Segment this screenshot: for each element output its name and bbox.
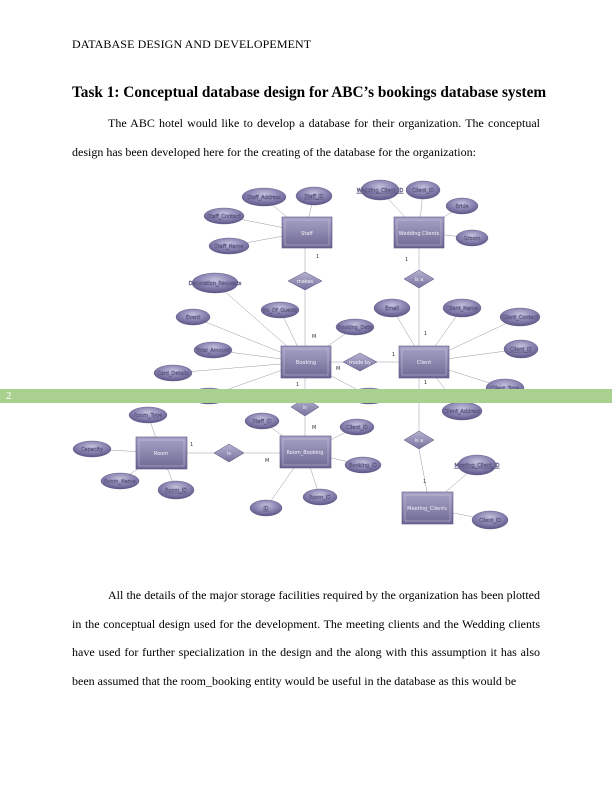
cardinality-madeby-booking: M [336, 366, 341, 372]
svg-text:Booking_ID: Booking_ID [348, 463, 378, 469]
svg-text:Event: Event [185, 315, 201, 321]
page-number-band [0, 389, 612, 403]
relationship-label: is a [414, 438, 424, 444]
cardinality-madeby-client: 1 [392, 352, 396, 358]
attr-room-booking-client-id [340, 419, 374, 435]
attr-client-id [504, 340, 538, 358]
attr-wedding-client-id [357, 180, 404, 200]
entity-label: Meeting_Clients [407, 506, 447, 512]
attr-wedding-client-client-id [406, 181, 440, 199]
svg-text:Capacity: Capacity [81, 447, 103, 453]
attr-booking-date [336, 319, 374, 335]
svg-text:Staff_ID: Staff_ID [252, 419, 272, 425]
cardinality-in-booking: 1 [296, 382, 300, 388]
attr-bride [446, 198, 478, 214]
entity-room [136, 437, 187, 469]
attr-email [374, 299, 410, 317]
page-number: 2 [6, 390, 12, 402]
task-heading: Task 1: Conceptual database design for ABC’s bookings database system [72, 84, 547, 101]
svg-text:Decoration_Requests: Decoration_Requests [188, 281, 242, 287]
relationship-label: in [302, 405, 308, 411]
cardinality-in-roombooking: M [312, 425, 317, 431]
relationship-made-by [343, 353, 377, 371]
entity-label: Staff [301, 231, 313, 237]
entity-label: Room [153, 451, 169, 457]
cardinality-makes-staff: 1 [316, 254, 320, 260]
svg-text:Groom: Groom [463, 236, 481, 242]
svg-text:Staff_Contact: Staff_Contact [207, 214, 241, 220]
svg-text:Room_ID: Room_ID [308, 495, 332, 501]
attr-card-details [154, 365, 192, 381]
cardinality-is-room: 1 [190, 442, 194, 448]
entity-staff [282, 217, 332, 248]
attr-staff-name [209, 238, 249, 254]
attr-room-name [101, 473, 139, 489]
attr-staff-id [296, 187, 332, 205]
entity-meeting-clients [402, 492, 453, 524]
svg-text:Staff_Name: Staff_Name [214, 244, 244, 250]
relationship-isa-wedding [404, 270, 434, 288]
relationship-is [214, 444, 244, 462]
relationship-label: made by [349, 360, 371, 366]
attr-client-name [443, 299, 481, 317]
attr-staff-address [242, 188, 286, 206]
relationship-label: makes [296, 279, 314, 285]
relationship-isa-meeting [404, 431, 434, 449]
svg-text:ID: ID [263, 506, 269, 512]
attr-room-booking-room-id [303, 489, 337, 505]
svg-text:Client_Contact: Client_Contact [501, 315, 539, 321]
svg-text:Client_ID: Client_ID [345, 425, 369, 431]
svg-text:Card_Details: Card_Details [157, 371, 189, 377]
intro-paragraph: The ABC hotel would like to develop a database for their organization. The conceptual design has been developed here for the creating of the database for the organization: [72, 116, 540, 159]
attr-staff-contact [204, 208, 244, 224]
svg-text:Room_Type: Room_Type [133, 413, 163, 419]
svg-text:Client_ID: Client_ID [478, 518, 502, 524]
relationship-label: is a [414, 277, 424, 283]
cardinality-isa-meeting: 1 [423, 479, 427, 485]
cardinality-is-roombooking: M [265, 458, 270, 464]
attr-groom [456, 230, 488, 246]
svg-text:Client_Address: Client_Address [443, 409, 481, 415]
svg-text:Client_Name: Client_Name [446, 306, 478, 312]
entity-label: Client [416, 360, 432, 366]
attr-meeting-client-id [455, 455, 500, 475]
attr-capacity [73, 441, 111, 457]
svg-text:Room_ID: Room_ID [164, 488, 188, 494]
svg-text:Client_ID: Client_ID [509, 347, 533, 353]
svg-text:Staff_Address: Staff_Address [246, 195, 282, 201]
attr-total-amount [194, 342, 232, 358]
svg-text:Email: Email [385, 306, 399, 312]
entity-booking [281, 346, 331, 378]
attr-meeting-client-client-id [472, 511, 508, 529]
attr-room-booking-staff-id [245, 413, 279, 429]
svg-text:Client_ID: Client_ID [411, 188, 435, 194]
entity-label: Wedding Clients [398, 231, 440, 237]
cardinality-isa-client2: 1 [424, 380, 428, 386]
attr-client-address [442, 402, 482, 420]
attr-room-type [129, 407, 167, 423]
svg-text:Meeting_Client_ID: Meeting_Client_ID [454, 463, 500, 469]
relationship-makes [288, 272, 322, 290]
svg-text:Room_Name: Room_Name [104, 479, 136, 485]
cardinality-isa-wedding: 1 [405, 257, 409, 263]
svg-text:Staff_ID: Staff_ID [304, 194, 324, 200]
entity-label: Booking [295, 360, 317, 366]
cardinality-makes-booking: M [312, 334, 317, 340]
svg-text:Booking_Date: Booking_Date [337, 325, 373, 331]
svg-text:Wedding_Client_ID: Wedding_Client_ID [356, 188, 404, 194]
relationship-label: is [227, 451, 231, 457]
attr-room-id [158, 481, 194, 499]
svg-text:Bride: Bride [455, 204, 469, 210]
attr-event [176, 309, 210, 325]
entity-room-booking [280, 436, 331, 468]
cardinality-isa-client: 1 [424, 331, 428, 337]
attr-room-booking-id [250, 500, 282, 516]
svg-text:Total_Amount: Total_Amount [196, 348, 230, 354]
entity-wedding-clients [394, 217, 444, 248]
entity-client [399, 346, 449, 378]
attr-room-booking-booking-id [345, 457, 381, 473]
attr-decoration-requests [189, 273, 242, 293]
running-header: DATABASE DESIGN AND DEVELOPEMENT [72, 37, 312, 51]
attr-no-of-guests [261, 302, 299, 318]
body-paragraph: All the details of the major storage facilities required by the organization has been plotted in the conceptual design used for the development. The meeting clients and the Wedding clients have used for further specialization in the design and the along with this assumption it has also been assumed that the room_booking entity would be useful in the database as this would be [72, 588, 540, 688]
svg-text:No_Of_Guests: No_Of_Guests [262, 308, 298, 314]
entity-label: Room_Booking [286, 450, 324, 456]
attr-client-contact [500, 308, 540, 326]
